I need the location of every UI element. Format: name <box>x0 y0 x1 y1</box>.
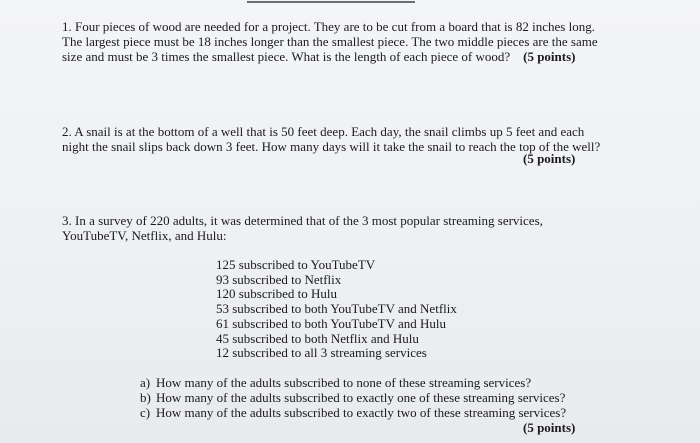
survey-data-item: 125 subscribed to YouTubeTV <box>216 257 376 272</box>
question-b-text: How many of the adults subscribed to exactly one of these streaming services? <box>156 390 566 406</box>
problem-2-points: (5 points) <box>523 151 576 166</box>
question-a-text: How many of the adults subscribed to none of these streaming services? <box>156 375 532 390</box>
question-b <box>140 390 566 405</box>
question-a-letter: a) <box>140 375 151 390</box>
question-c-text: How many of the adults subscribed to exactly two of these streaming services? <box>156 405 567 421</box>
problem-2 <box>62 124 622 154</box>
problem-1-points: (5 points) <box>523 49 576 64</box>
survey-data-item: 12 subscribed to all 3 streaming services <box>216 345 427 361</box>
question-a <box>140 375 566 390</box>
problem-1-line-1: 1. Four pieces of wood are needed for a project. They are to be cut from a board that is 82 inches long. <box>62 19 595 34</box>
question-c <box>140 405 566 420</box>
survey-data-item: 61 subscribed to both YouTubeTV and Hulu <box>216 315 447 331</box>
survey-data-item: 53 subscribed to both YouTubeTV and Netflix <box>216 301 457 317</box>
question-b-letter: b) <box>140 390 151 406</box>
problem-1-line-2: The largest piece must be 18 inches longer than the smallest piece. The two middle pieces are the same <box>62 34 598 49</box>
survey-questions <box>140 375 566 421</box>
problem-1-line-3-text: size and must be 3 times the smallest piece. What is the length of each piece of wood? <box>62 49 511 64</box>
problem-3-line-2: YouTubeTV, Netflix, and Hulu: <box>62 228 227 243</box>
survey-data-item: 93 subscribed to Netflix <box>216 271 342 287</box>
problem-3 <box>62 213 622 243</box>
problem-3-line-1: 3. In a survey of 220 adults, it was determined that of the 3 most popular streaming services, <box>62 213 543 228</box>
survey-data-item: 120 subscribed to Hulu <box>216 286 337 302</box>
problem-3-points: (5 points) <box>523 420 576 435</box>
problem-2-line-2: night the snail slips back down 3 feet. How many days will it take the snail to reach the top of the well? <box>62 139 601 154</box>
survey-data-item: 45 subscribed to both Netflix and Hulu <box>216 330 419 346</box>
problem-2-line-1: 2. A snail is at the bottom of a well that is 50 feet deep. Each day, the snail climbs up 5 feet and each <box>62 124 585 139</box>
problem-1 <box>62 19 622 64</box>
problem-1-line-3 <box>62 49 622 64</box>
survey-data-list <box>216 258 457 361</box>
question-c-letter: c) <box>140 405 151 421</box>
top-divider <box>247 1 415 3</box>
